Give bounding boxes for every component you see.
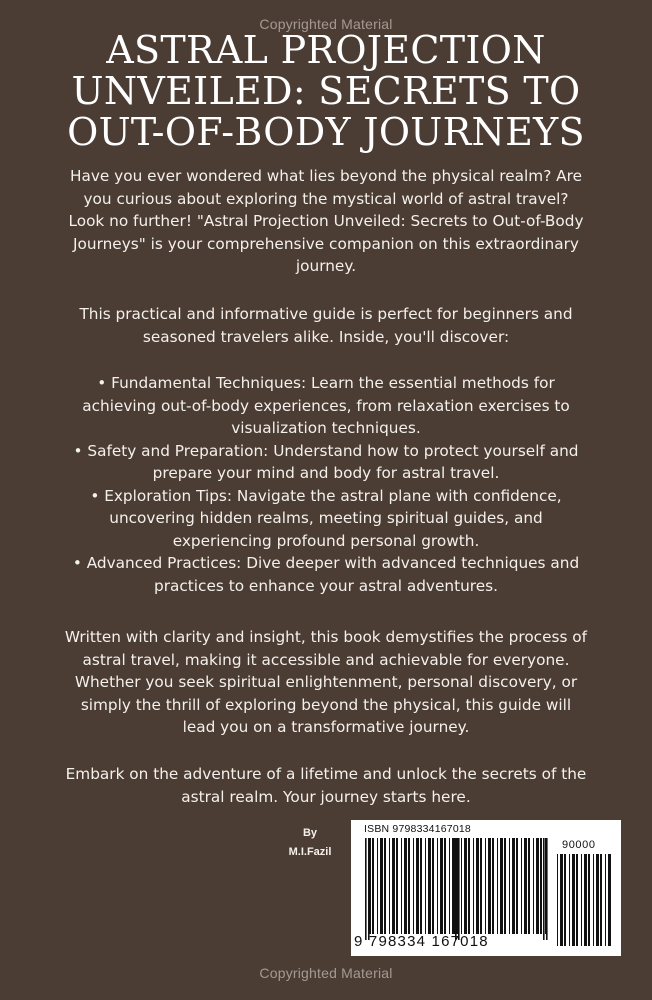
bullet-line: visualization techniques. [231, 419, 421, 437]
author-name: M.I.Fazil [288, 846, 332, 858]
guide-line: seasoned travelers alike. Inside, you'll discover: [142, 327, 510, 346]
bullet-line: • Advanced Practices: Dive deeper with advanced techniques and [72, 554, 580, 572]
watermark-top: Copyrighted Material [259, 16, 393, 32]
closing-line: astral realm. Your journey starts here. [181, 787, 471, 806]
bullet-fundamental-techniques [30, 372, 622, 440]
title-line-3: OUT-OF-BODY JOURNEYS [67, 110, 585, 154]
summary-paragraph [30, 626, 622, 739]
bullet-safety-preparation [30, 440, 622, 485]
watermark-bottom: Copyrighted Material [259, 965, 393, 981]
intro-paragraph [30, 165, 622, 278]
bullet-line: • Fundamental Techniques: Learn the essential methods for [97, 374, 555, 392]
byline-label: By [302, 827, 318, 839]
isbn-label: ISBN 9798334167018 [364, 823, 471, 835]
summary-line: astral travel, making it accessible and achievable for everyone. [82, 650, 570, 669]
summary-line: simply the thrill of exploring beyond the physical, this guide will [80, 695, 572, 714]
closing-paragraph [30, 763, 622, 808]
guide-paragraph [30, 303, 622, 348]
bullet-exploration-tips [30, 485, 622, 553]
summary-line: lead you on a transformative journey. [182, 718, 470, 736]
feature-bullet-list [30, 372, 622, 597]
book-title [0, 30, 652, 153]
bullet-line: achieving out-of-body experiences, from relaxation exercises to [82, 396, 570, 415]
intro-line: Have you ever wondered what lies beyond the physical realm? Are [69, 167, 583, 185]
title-line-2: UNVEILED: SECRETS TO [71, 69, 581, 113]
ean-digits: 9 798334 167018 [354, 933, 489, 950]
bullet-line: practices to enhance your astral adventures. [154, 576, 498, 595]
closing-line: Embark on the adventure of a lifetime and unlock the secrets of the [65, 765, 587, 783]
intro-line: Journeys" is your comprehensive companion on this extraordinary [73, 234, 579, 253]
summary-line: Written with clarity and insight, this book demystifies the process of [64, 628, 588, 646]
bullet-line: prepare your mind and body for astral travel. [152, 464, 500, 482]
bullet-line: uncovering hidden realms, meeting spiritual guides, and [109, 509, 543, 527]
intro-line: you curious about exploring the mystical world of astral travel? [83, 189, 569, 208]
isbn-barcode-box [351, 820, 621, 956]
bullet-advanced-practices [30, 552, 622, 597]
intro-line: journey. [295, 257, 357, 275]
price-code: 90000 [562, 839, 596, 851]
bullet-line: • Exploration Tips: Navigate the astral plane with confidence, [90, 486, 562, 505]
intro-line: Look no further! "Astral Projection Unveiled: Secrets to Out-of-Body [68, 212, 584, 230]
bullet-line: experiencing profound personal growth. [172, 531, 480, 550]
summary-line: Whether you seek spiritual enlightenment, personal discovery, or [74, 673, 578, 691]
guide-line: This practical and informative guide is perfect for beginners and [79, 305, 573, 323]
title-line-1: ASTRAL PROJECTION [106, 28, 546, 72]
bullet-line: • Safety and Preparation: Understand how to protect yourself and [73, 441, 579, 460]
